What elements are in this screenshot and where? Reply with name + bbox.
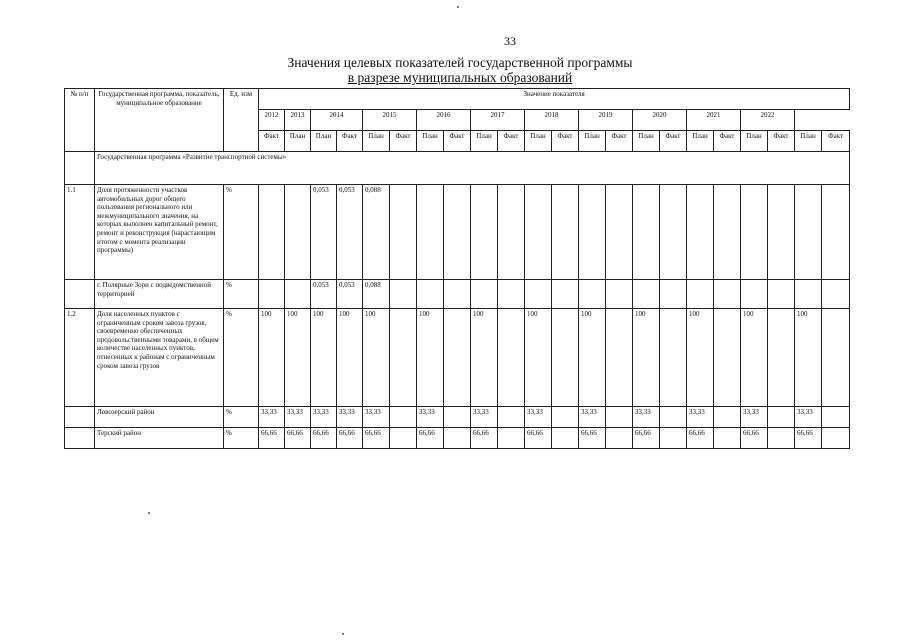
- value-cell: [498, 407, 525, 428]
- row-unit: %: [224, 185, 259, 280]
- header-subcol: План: [741, 131, 768, 152]
- value-cell: 33,33: [363, 407, 390, 428]
- value-cell: [552, 185, 579, 280]
- row-unit: %: [224, 309, 259, 407]
- value-cell: [687, 280, 714, 309]
- header-subcol: План: [417, 131, 444, 152]
- value-cell: 33,33: [741, 407, 768, 428]
- program-num-cell: [65, 152, 95, 185]
- row-name: Доля протяженности участков автомобильных дорог общего пользования регионального или межмуниципального значения, на которых выполнен капитальный ремонт, ремонт и реконструкция (нарастающим итогом с момента реализации программы): [95, 185, 224, 280]
- value-cell: [525, 185, 552, 280]
- value-cell: [498, 428, 525, 449]
- row-unit: %: [224, 407, 259, 428]
- row-name: Доля населенных пунктов с ограниченным сроком завоза грузов, своевременно обеспеченных продовольственными товарами, в общем количестве населенных пунктов, отнесенных к районам с ограниченным сроком завоза грузов: [95, 309, 224, 407]
- value-cell: 0,088: [363, 280, 390, 309]
- value-cell: [259, 280, 285, 309]
- value-cell: 33,33: [795, 407, 822, 428]
- value-cell: 33,33: [337, 407, 363, 428]
- value-cell: [390, 428, 417, 449]
- header-subcol: Факт: [552, 131, 579, 152]
- value-cell: [552, 428, 579, 449]
- header-subcol: План: [285, 131, 311, 152]
- row-unit: %: [224, 428, 259, 449]
- value-cell: 66,66: [741, 428, 768, 449]
- value-cell: [714, 428, 741, 449]
- value-cell: [768, 309, 795, 407]
- value-cell: [768, 428, 795, 449]
- header-values-group: Значение показателя: [259, 89, 850, 110]
- value-cell: 100: [471, 309, 498, 407]
- value-cell: [498, 280, 525, 309]
- value-cell: [471, 185, 498, 280]
- header-subcol: Факт: [606, 131, 633, 152]
- value-cell: [795, 185, 822, 280]
- value-cell: [606, 428, 633, 449]
- value-cell: 0,053: [311, 280, 337, 309]
- scan-speck: [457, 6, 459, 8]
- header-year: 2020: [633, 110, 687, 131]
- value-cell: 33,33: [471, 407, 498, 428]
- title-line-1: Значения целевых показателей государственной программы: [287, 55, 633, 70]
- header-unit: Ед. изм: [224, 89, 259, 152]
- value-cell: 100: [525, 309, 552, 407]
- header-subcol: Факт: [259, 131, 285, 152]
- value-cell: 100: [311, 309, 337, 407]
- value-cell: [525, 280, 552, 309]
- value-cell: [660, 428, 687, 449]
- value-cell: [822, 428, 850, 449]
- value-cell: 100: [579, 309, 606, 407]
- table-row: [65, 280, 850, 309]
- value-cell: 33,33: [579, 407, 606, 428]
- value-cell: 0,053: [337, 280, 363, 309]
- value-cell: 66,66: [337, 428, 363, 449]
- value-cell: [660, 185, 687, 280]
- page-title: [200, 55, 720, 85]
- value-cell: [768, 185, 795, 280]
- value-cell: [444, 407, 471, 428]
- row-unit: %: [224, 280, 259, 309]
- value-cell: 66,66: [795, 428, 822, 449]
- value-cell: 66,66: [525, 428, 552, 449]
- header-subcol: Факт: [444, 131, 471, 152]
- value-cell: [498, 309, 525, 407]
- row-num: [65, 428, 95, 449]
- value-cell: 66,66: [363, 428, 390, 449]
- value-cell: 100: [741, 309, 768, 407]
- value-cell: [579, 280, 606, 309]
- value-cell: 100: [795, 309, 822, 407]
- value-cell: 66,66: [633, 428, 660, 449]
- table-row: [65, 309, 850, 407]
- table-row: [65, 428, 850, 449]
- header-subcol: Факт: [714, 131, 741, 152]
- value-cell: 66,66: [311, 428, 337, 449]
- value-cell: [606, 280, 633, 309]
- value-cell: 66,66: [471, 428, 498, 449]
- value-cell: [390, 280, 417, 309]
- value-cell: [741, 185, 768, 280]
- value-cell: [714, 407, 741, 428]
- value-cell: 100: [417, 309, 444, 407]
- value-cell: [552, 280, 579, 309]
- value-cell: [822, 309, 850, 407]
- header-subcol: Факт: [822, 131, 850, 152]
- value-cell: [444, 309, 471, 407]
- value-cell: [741, 280, 768, 309]
- header-subcol: План: [795, 131, 822, 152]
- row-num: 1.2: [65, 309, 95, 407]
- value-cell: [390, 407, 417, 428]
- value-cell: [552, 309, 579, 407]
- value-cell: [606, 185, 633, 280]
- header-subcol: Факт: [337, 131, 363, 152]
- table-row: [65, 185, 850, 280]
- value-cell: [417, 280, 444, 309]
- header-subcol: Факт: [390, 131, 417, 152]
- value-cell: [498, 185, 525, 280]
- value-cell: [417, 185, 444, 280]
- header-year: 2021: [687, 110, 741, 131]
- value-cell: 33,33: [259, 407, 285, 428]
- value-cell: [687, 185, 714, 280]
- header-year: 2019: [579, 110, 633, 131]
- value-cell: 66,66: [259, 428, 285, 449]
- value-cell: [606, 309, 633, 407]
- page-number: 33: [504, 34, 516, 48]
- value-cell: 33,33: [687, 407, 714, 428]
- scan-speck: [342, 633, 344, 635]
- value-cell: 100: [259, 309, 285, 407]
- value-cell: 100: [687, 309, 714, 407]
- value-cell: 33,33: [311, 407, 337, 428]
- value-cell: 66,66: [285, 428, 311, 449]
- header-num: № п/п: [65, 89, 95, 152]
- title-line-2: в разрезе муниципальных образований: [347, 70, 573, 85]
- header-subcol: План: [633, 131, 660, 152]
- value-cell: [552, 407, 579, 428]
- value-cell: 33,33: [633, 407, 660, 428]
- header-subcol: План: [687, 131, 714, 152]
- row-num: [65, 407, 95, 428]
- value-cell: [633, 280, 660, 309]
- value-cell: 66,66: [579, 428, 606, 449]
- value-cell: [633, 185, 660, 280]
- header-subcol: План: [363, 131, 390, 152]
- value-cell: [768, 280, 795, 309]
- value-cell: [606, 407, 633, 428]
- value-cell: [795, 280, 822, 309]
- header-year: 2013: [285, 110, 311, 131]
- header-subcol: План: [525, 131, 552, 152]
- row-num: 1.1: [65, 185, 95, 280]
- scan-speck: [148, 512, 150, 514]
- value-cell: [390, 309, 417, 407]
- value-cell: [822, 407, 850, 428]
- header-year: 2022: [741, 110, 795, 131]
- header-subcol: Факт: [660, 131, 687, 152]
- row-name: Терский район: [95, 428, 224, 449]
- value-cell: [285, 280, 311, 309]
- header-subcol: Факт: [498, 131, 525, 152]
- header-name: Государственная программа, показатель, муниципальное образование: [95, 89, 224, 152]
- header-subcol: План: [579, 131, 606, 152]
- value-cell: [444, 185, 471, 280]
- value-cell: 66,66: [417, 428, 444, 449]
- value-cell: 100: [633, 309, 660, 407]
- value-cell: [822, 280, 850, 309]
- value-cell: 100: [363, 309, 390, 407]
- header-year: 2014: [311, 110, 363, 131]
- indicators-table: [64, 88, 850, 449]
- value-cell: 100: [337, 309, 363, 407]
- value-cell: [714, 185, 741, 280]
- value-cell: 100: [285, 309, 311, 407]
- value-cell: [579, 185, 606, 280]
- row-name: г. Полярные Зори с подведомственной территорией: [95, 280, 224, 309]
- header-year: 2016: [417, 110, 471, 131]
- value-cell: 33,33: [417, 407, 444, 428]
- value-cell: 66,66: [687, 428, 714, 449]
- header-year: 2018: [525, 110, 579, 131]
- value-cell: [285, 185, 311, 280]
- value-cell: [471, 280, 498, 309]
- value-cell: 33,33: [525, 407, 552, 428]
- value-cell: [660, 280, 687, 309]
- value-cell: 33,33: [285, 407, 311, 428]
- value-cell: [714, 280, 741, 309]
- value-cell: [714, 309, 741, 407]
- header-subcol: Факт: [768, 131, 795, 152]
- value-cell: [444, 428, 471, 449]
- header-year: 2015: [363, 110, 417, 131]
- value-cell: [390, 185, 417, 280]
- value-cell: [660, 407, 687, 428]
- header-year: 2012: [259, 110, 285, 131]
- value-cell: [444, 280, 471, 309]
- header-subcol: План: [311, 131, 337, 152]
- row-name: Ловозерский район: [95, 407, 224, 428]
- value-cell: 0,053: [311, 185, 337, 280]
- value-cell: 0,053: [337, 185, 363, 280]
- header-subcol: План: [471, 131, 498, 152]
- value-cell: [660, 309, 687, 407]
- value-cell: [822, 185, 850, 280]
- header-year: 2017: [471, 110, 525, 131]
- table-row: [65, 407, 850, 428]
- row-num: [65, 280, 95, 309]
- value-cell: 0,088: [363, 185, 390, 280]
- program-label: Государственная программа «Развитие транспортной системы»: [95, 152, 850, 185]
- value-cell: [259, 185, 285, 280]
- value-cell: [768, 407, 795, 428]
